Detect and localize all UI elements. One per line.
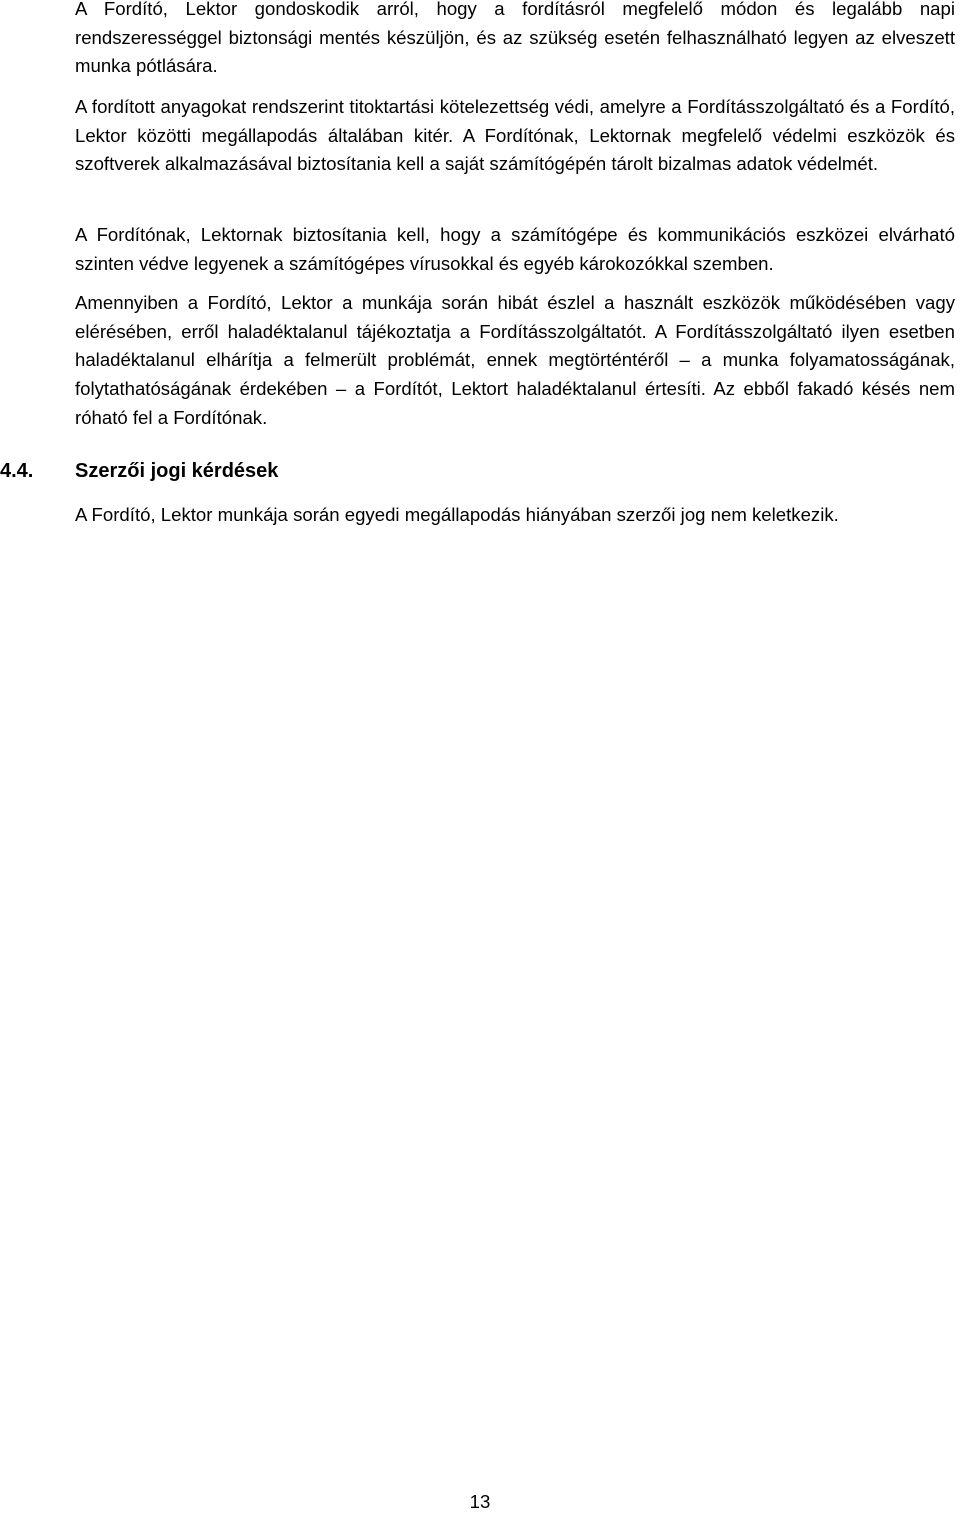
paragraph-copyright: A Fordító, Lektor munkája során egyedi megállapodás hiányában szerzői jog nem keletkezik. <box>75 504 839 525</box>
paragraph-confidentiality: A fordított anyagokat rendszerint titoktartási kötelezettség védi, amelyre a Fordításszolgáltató és a Fordító, Lektor közötti megállapodás általában kitér. A Fordítónak, Lektornak megfelelő védelmi eszközök és szoftverek alkalmazásával biztosítania kell a saját számítógépén tárolt bizalmas adatok védelmét. <box>75 96 955 175</box>
paragraph-tool-errors: Amennyiben a Fordító, Lektor a munkája során hibát észlel a használt eszközök működésében vagy elérésében, erről haladéktalanul tájékoztatja a Fordításszolgáltatót. A Fordításszolgáltató ilyen esetben haladéktalanul elhárítja a felmerült problémát, ennek megtörténtéről – a munka folyamatosságának, folytathatóságának érdekében – a Fordítót, Lektort haladéktalanul értesíti. Az ebből fakadó késés nem róható fel a Fordítónak. <box>75 292 955 428</box>
section-number: 4.4. <box>0 460 34 482</box>
section-title: Szerzői jogi kérdések <box>75 460 279 482</box>
paragraph-virus-protection: A Fordítónak, Lektornak biztosítania kell, hogy a számítógépe és kommunikációs eszközei elvárható szinten védve legyenek a számítógépes vírusokkal és egyéb károkozókkal szemben. <box>75 224 955 274</box>
page-number: 13 <box>469 1491 491 1512</box>
paragraph-backup: A Fordító, Lektor gondoskodik arról, hogy a fordításról megfelelő módon és legalább napi rendszerességgel biztonsági mentés készüljön, és az szükség esetén felhasználható legyen az elveszett munka pótlására. <box>75 0 955 77</box>
